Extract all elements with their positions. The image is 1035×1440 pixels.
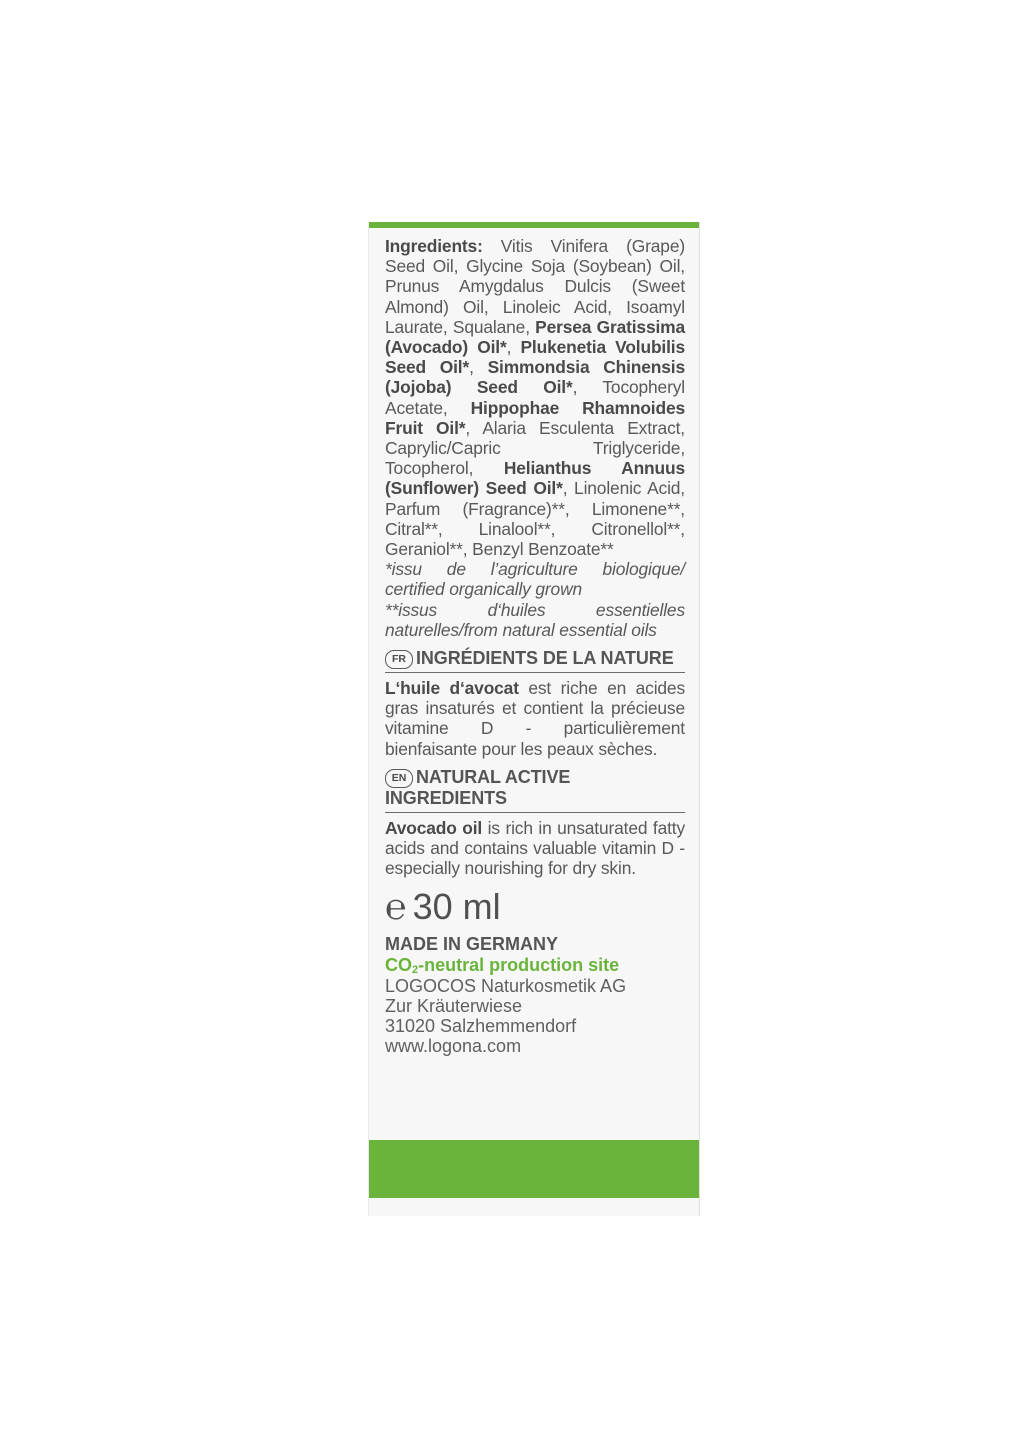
organic-footnote: *issu de l’agriculture biologique/ certified organically grown: [385, 559, 685, 600]
ingredients-text: , Tocopheryl Acetate,: [385, 377, 685, 418]
label-content: [385, 236, 685, 1056]
fr-section-heading: [385, 648, 685, 669]
fr-section-title: INGRÉDIENTS DE LA NATURE: [416, 648, 674, 669]
co2-subscript: 2: [412, 964, 419, 977]
ingredients-text: , Alaria Esculenta Extract, Caprylic/Capric Triglyceride, Tocopherol,: [385, 417, 685, 479]
co2-neutral-label: [385, 955, 685, 976]
ingredients-text: , Linolenic Acid, Parfum (Fragrance)**, Limonene**, Citral**, Linalool**, Citronellol**, Geraniol**, Benzyl Benzoate**: [385, 478, 685, 560]
company-city: 31020 Salzhemmendorf: [385, 1016, 577, 1037]
en-description: [385, 818, 685, 879]
ingredient-organic-jojoba: Simmondsia Chinensis (Jojoba) Seed Oil*: [385, 357, 685, 398]
ingredient-organic-avocado: Persea Gratissima (Avocado) Oil*: [385, 316, 685, 358]
co2-suffix: -neutral production site: [418, 955, 620, 976]
fr-description-lead: L‘huile d‘avocat: [385, 678, 519, 699]
ingredients-separator: ,: [469, 357, 488, 378]
company-name: LOGOCOS Naturkosmetik AG: [385, 976, 627, 997]
fr-description: [385, 678, 685, 759]
ingredients-text: Vitis Vinifera (Grape) Seed Oil, Glycine Soja (Soybean) Oil, Prunus Amygdalus Dulcis (Sweet Almond) Oil, Linoleic Acid, Isoamyl Laurate, Squalane,: [385, 236, 685, 337]
ingredients-separator: ,: [506, 337, 521, 358]
fr-language-badge: FR: [385, 650, 413, 669]
company-street: Zur Kräuterwiese: [385, 996, 523, 1017]
ingredients-label: Ingredients:: [385, 236, 483, 256]
en-language-badge: EN: [385, 769, 413, 788]
estimated-sign-icon: ℮: [385, 886, 407, 928]
ingredient-organic-sea-buckthorn: Hippophae Rhamnoides Fruit Oil*: [385, 397, 685, 438]
en-description-lead: Avocado oil: [385, 817, 483, 838]
product-box-side-panel: [369, 222, 699, 1216]
made-in-label: MADE IN GERMANY: [385, 934, 559, 955]
ingredient-organic-plukenetia: Plukenetia Volubilis Seed Oil*: [385, 337, 685, 378]
fr-description-body: est riche en acides gras insaturés et contient la précieuse vitamine D - particulièrement bienfaisante pour les peaux sèches.: [385, 678, 685, 759]
top-green-band: [369, 222, 699, 228]
en-section-title: NATURAL ACTIVE INGREDIENTS: [385, 766, 571, 808]
ingredients-list: [385, 236, 685, 559]
fr-divider: [385, 672, 685, 673]
en-section-heading: [385, 767, 685, 809]
bottom-green-band: [369, 1140, 699, 1198]
essential-oils-footnote: **issus d‘huiles essentielles naturelles/from natural essential oils: [385, 599, 685, 640]
volume-amount: 30 ml: [412, 886, 501, 928]
en-description-body: is rich in unsaturated fatty acids and contains valuable vitamin D - especially nourishing for dry skin.: [385, 817, 686, 879]
en-divider: [385, 812, 685, 813]
net-volume: [385, 886, 685, 928]
ingredient-organic-sunflower: Helianthus Annuus (Sunflower) Seed Oil*: [385, 458, 685, 499]
company-website: www.logona.com: [385, 1036, 522, 1057]
co2-prefix: CO: [385, 955, 412, 976]
